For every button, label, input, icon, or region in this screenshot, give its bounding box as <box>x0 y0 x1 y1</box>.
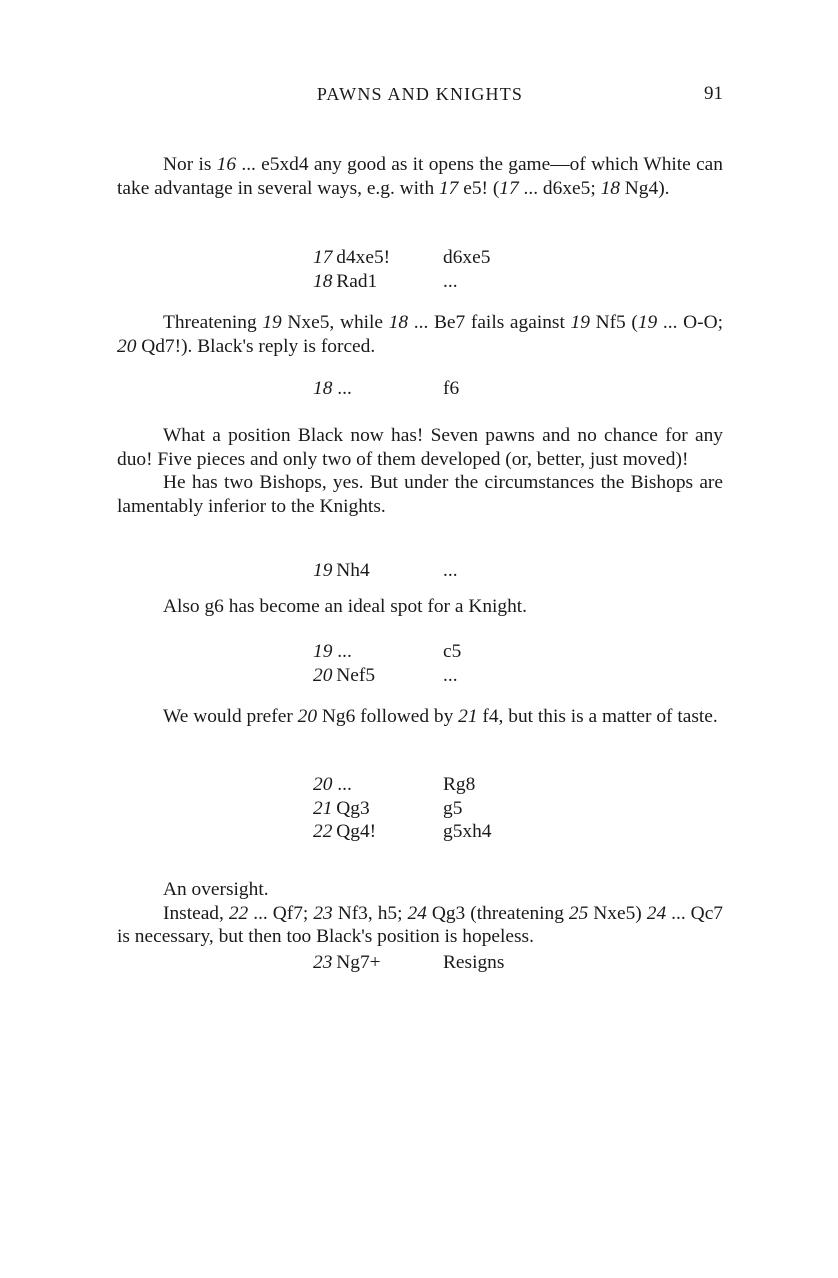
text-run: Nor is <box>163 154 217 175</box>
move-number-ref: 19 <box>570 312 590 333</box>
text-run: What a position Black now has! Seven pawns and no chance for any duo! Five pieces and only two of them developed (or, better, just moved)! <box>117 425 723 470</box>
move-number: 18 <box>313 270 333 292</box>
commentary-block <box>117 153 723 200</box>
text-run: Qg3 (threatening <box>426 902 569 924</box>
white-move-text: ... <box>337 641 352 662</box>
white-move-text: ... <box>337 774 352 795</box>
white-move <box>313 246 443 270</box>
text-run: ... Qf7; <box>248 902 314 924</box>
move-row <box>313 246 490 270</box>
white-move-text: Ng7+ <box>336 952 381 973</box>
text-run: Nf5 ( <box>589 312 638 333</box>
move-number: 19 <box>313 641 333 662</box>
move-number: 22 <box>313 821 333 842</box>
move-number: 18 <box>313 378 333 399</box>
move-number: 17 <box>313 247 333 268</box>
white-move <box>313 773 443 797</box>
commentary-block <box>117 595 723 619</box>
white-move-text: Nh4 <box>336 560 370 581</box>
move-list <box>313 559 458 583</box>
white-move-text: Rad1 <box>336 270 378 292</box>
text-run: Nf3, h5; <box>332 902 408 924</box>
move-number-ref: 21 <box>458 706 478 727</box>
text-run: ... Qc7 is necessary, but then too Black's position is hopeless. <box>117 902 723 947</box>
text-run: Nxe5, while <box>281 312 389 333</box>
commentary-paragraph <box>117 902 723 949</box>
black-move: c5 <box>443 641 462 662</box>
move-row <box>313 270 490 294</box>
commentary-block <box>117 424 723 518</box>
text-run: He has two Bishops, yes. But under the circumstances the Bishops are lamentably inferior to the Knights. <box>117 472 723 517</box>
commentary-paragraph <box>117 471 723 518</box>
white-move-text: Qg4! <box>336 821 377 842</box>
move-row <box>313 559 458 583</box>
move-list <box>313 246 490 293</box>
move-row <box>313 773 491 797</box>
text-run: ... d6xe5; <box>518 177 601 199</box>
white-move <box>313 797 443 821</box>
white-move <box>313 820 443 844</box>
move-number-ref: 20 <box>117 335 137 357</box>
text-run: Instead, <box>163 902 229 924</box>
move-row <box>313 820 491 844</box>
move-row <box>313 377 459 401</box>
black-move: g5xh4 <box>443 821 492 842</box>
move-row <box>313 951 504 975</box>
text-run: ... Be7 fails against <box>408 312 571 333</box>
move-number-ref: 17 <box>438 177 459 199</box>
text-run: We would prefer <box>163 706 298 727</box>
commentary-paragraph <box>117 153 723 200</box>
move-number-ref: 18 <box>388 312 409 333</box>
white-move-text: Nef5 <box>336 664 376 686</box>
move-number: 21 <box>313 797 333 819</box>
black-move: d6xe5 <box>443 247 491 268</box>
move-number: 20 <box>313 664 333 686</box>
commentary-paragraph <box>117 311 723 358</box>
white-move-text: ... <box>337 378 352 399</box>
white-move-text: Qg3 <box>336 797 370 819</box>
commentary-paragraph <box>117 705 723 729</box>
move-number-ref: 24 <box>407 902 427 924</box>
move-list <box>313 377 459 401</box>
move-number-ref: 23 <box>313 902 333 924</box>
text-run: Ng4). <box>619 177 670 199</box>
text-run: Nxe5) <box>588 902 647 924</box>
text-run: Threatening <box>163 312 263 333</box>
move-number-ref: 24 <box>646 902 667 924</box>
move-list <box>313 773 491 844</box>
move-row <box>313 640 461 664</box>
move-number-ref: 19 <box>262 312 282 333</box>
black-move: ... <box>443 560 458 581</box>
black-move: ... <box>443 270 458 292</box>
black-move: f6 <box>443 378 460 399</box>
text-run: Also g6 has become an ideal spot for a Knight. <box>163 596 528 617</box>
commentary-paragraph <box>117 595 723 619</box>
chapter-title: PAWNS AND KNIGHTS <box>316 84 524 104</box>
move-number-ref: 16 <box>216 154 237 175</box>
move-number-ref: 25 <box>568 902 589 924</box>
white-move <box>313 559 443 583</box>
move-number-ref: 17 <box>499 177 519 199</box>
commentary-block <box>117 311 723 358</box>
white-move <box>313 377 443 401</box>
page-number: 91 <box>704 83 723 104</box>
white-move-text: d4xe5! <box>336 247 391 268</box>
text-run: e5! ( <box>458 177 500 199</box>
black-move: Rg8 <box>443 774 476 795</box>
commentary-block <box>117 705 723 729</box>
move-number: 23 <box>313 952 333 973</box>
commentary-block <box>117 878 723 949</box>
move-number: 20 <box>313 774 333 795</box>
move-number-ref: 19 <box>637 312 658 333</box>
white-move <box>313 951 443 975</box>
move-number: 19 <box>313 560 333 581</box>
black-move: ... <box>443 664 458 686</box>
move-list <box>313 951 504 975</box>
text-run: Ng6 followed by <box>317 706 459 727</box>
move-number-ref: 20 <box>297 706 318 727</box>
move-row <box>313 664 461 688</box>
move-number-ref: 22 <box>228 902 249 924</box>
text-run: An oversight. <box>163 879 269 900</box>
move-row <box>313 797 491 821</box>
text-run: Qd7!). Black's reply is forced. <box>136 335 376 357</box>
text-run: ... e5xd4 any good as it opens the game—of which White can take advantage in several ways, e.g. with <box>117 154 723 199</box>
move-list <box>313 640 461 687</box>
white-move <box>313 640 443 664</box>
white-move <box>313 270 443 294</box>
black-move: Resigns <box>443 952 505 973</box>
running-head <box>117 80 723 108</box>
commentary-paragraph <box>117 878 723 902</box>
move-number-ref: 18 <box>600 177 620 199</box>
text-run: f4, but this is a matter of taste. <box>477 706 718 727</box>
text-run: ... O-O; <box>657 312 723 333</box>
black-move: g5 <box>443 797 463 819</box>
white-move <box>313 664 443 688</box>
commentary-paragraph <box>117 424 723 471</box>
